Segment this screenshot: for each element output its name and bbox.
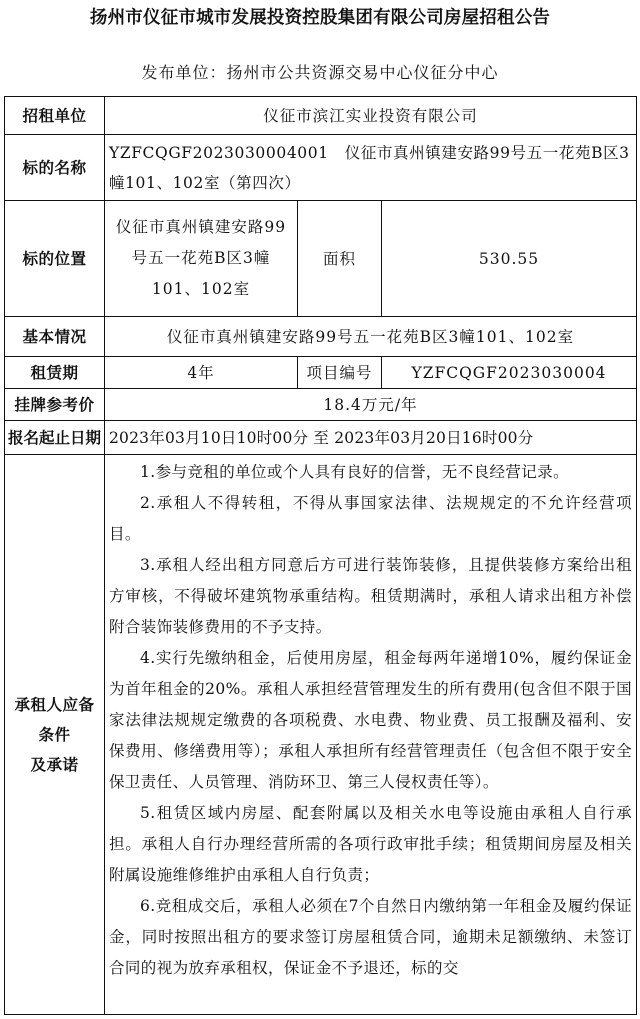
basic-info-label: 基本情况 <box>5 317 105 357</box>
condition-item: 1.参与竞租的单位或个人具有良好的信誉，无不良经营记录。 <box>140 463 569 481</box>
area-label: 面积 <box>298 201 382 317</box>
condition-item: 3.承租人经出租方同意后方可进行装饰装修，且提供装修方案给出租方审核，不得破坏建筑物承重结构。租赁期满时，承租人请求出租方补偿附合装饰装修费用的不予支持。 <box>109 556 633 636</box>
publisher-line: 发布单位：扬州市公共资源交易中心仪征分中心 <box>141 63 499 82</box>
row-lease-term <box>5 357 637 389</box>
conditions-content <box>105 455 637 1015</box>
row-tenderer <box>5 97 637 135</box>
subject-name-label: 标的名称 <box>5 135 105 201</box>
row-reference-price <box>5 389 637 421</box>
notice-table <box>4 96 637 1015</box>
conditions-label <box>5 455 105 1015</box>
registration-label: 报名起止日期 <box>5 421 105 455</box>
reference-price-value: 18.4万元/年 <box>105 389 637 421</box>
basic-info-value: 仪征市真州镇建安路99号五一花苑B区3幢101、102室 <box>105 317 637 357</box>
conditions-label-line2: 及承诺 <box>30 755 79 774</box>
subject-name-value: YZFCQGF2023030004001 仪征市真州镇建安路99号五一花苑B区3幢101、102室（第四次） <box>105 135 637 201</box>
condition-item: 5.租赁区域内房屋、配套附属以及相关水电等设施由承租人自行承担。承租人自行办理经营所需的各项行政审批手续；租赁期间房屋及相关附属设施维修维护由承租人自行负责； <box>109 804 633 884</box>
condition-item: 6.竞租成交后，承租人必须在7个自然日内缴纳第一年租金及履约保证金，同时按照出租方的要求签订房屋租赁合同，逾期未足额缴纳、未签订合同的视为放弃承租权，保证金不予退还，标的交 <box>109 897 633 977</box>
project-number-label: 项目编号 <box>298 357 382 389</box>
notice-title: 扬州市仪征市城市发展投资控股集团有限公司房屋招租公告 <box>89 8 551 28</box>
row-conditions <box>5 455 637 1015</box>
row-registration <box>5 421 637 455</box>
condition-item: 4.实行先缴纳租金，后使用房屋，租金每两年递增10%，履约保证金为首年租金的20%。承租人承担经营管理发生的所有费用(包含但不限于国家法律法规规定缴费的各项税费、水电费、物业费、员工报酬及福利、安保费用、修缮费用等）；承租人承担所有经营管理责任（包含但不限于安全保卫责任、人员管理、消防环卫、第三人侵权责任等）。 <box>109 649 633 791</box>
reference-price-label: 挂牌参考价 <box>5 389 105 421</box>
row-location <box>5 201 637 317</box>
conditions-label-line1: 承租人应备条件 <box>14 695 95 744</box>
project-number-value: YZFCQGF2023030004 <box>382 357 637 389</box>
location-label: 标的位置 <box>5 201 105 317</box>
row-subject-name <box>5 135 637 201</box>
location-value: 仪征市真州镇建安路99号五一花苑B区3幢101、102室 <box>105 201 298 317</box>
area-value: 530.55 <box>382 201 637 317</box>
tenderer-value: 仪征市滨江实业投资有限公司 <box>105 97 637 135</box>
lease-term-label: 租赁期 <box>5 357 105 389</box>
registration-value: 2023年03月10日10时00分 至 2023年03月20日16时00分 <box>105 421 637 455</box>
lease-term-value: 4年 <box>105 357 298 389</box>
condition-item: 2.承租人不得转租，不得从事国家法律、法规规定的不允许经营项目。 <box>109 494 633 543</box>
tenderer-label: 招租单位 <box>5 97 105 135</box>
row-basic-info <box>5 317 637 357</box>
